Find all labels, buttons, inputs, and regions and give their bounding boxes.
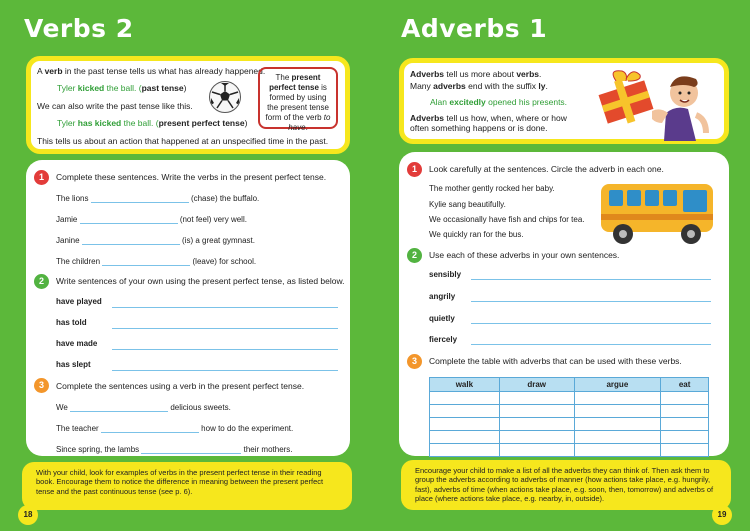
fill-in-line: Jamie (not feel) very well. (56, 215, 247, 224)
table-cell[interactable] (574, 405, 661, 418)
answer-line[interactable] (112, 307, 338, 308)
present-perfect-note: The present perfect tense is formed by using the present tense form of the verb to have. (258, 67, 338, 129)
question-instruction: Complete the sentences using a verb in the present perfect tense. (56, 381, 305, 391)
info-line: This tells us about an action that happened at an unspecified time in the past. (37, 136, 329, 146)
answer-blank[interactable] (91, 193, 189, 203)
table-header: eat (661, 378, 709, 392)
table-cell[interactable] (574, 392, 661, 405)
answer-line[interactable] (471, 279, 711, 280)
answer-line[interactable] (112, 370, 338, 371)
word-prompt: have played (56, 297, 102, 306)
sentence[interactable]: The mother gently rocked her baby. (429, 184, 555, 193)
word-prompt: quietly (429, 314, 455, 323)
table-cell[interactable] (499, 444, 574, 457)
table-cell[interactable] (499, 418, 574, 431)
question-number: 3 (407, 354, 422, 369)
question-instruction: Look carefully at the sentences. Circle the adverb in each one. (429, 164, 664, 174)
parent-tip: Encourage your child to make a list of all the adverbs they can think of. Then ask them to group the adverbs according to adverbs of manner (how actions take place, e.g. hungrily, fast), adverbs of time (when actions take place, e.g. soon, then, tomorrow) and adverbs of place (where actions take place, e.g. nearby, in, outside). (401, 460, 731, 510)
sentence[interactable]: We quickly ran for the bus. (429, 230, 524, 239)
example-past: Tyler kicked the ball. (past tense) (57, 83, 187, 93)
answer-blank[interactable] (82, 235, 180, 245)
table-cell[interactable] (499, 405, 574, 418)
boy-with-present-icon (596, 65, 728, 141)
table-row (430, 405, 709, 418)
page-title: Verbs 2 (24, 14, 134, 43)
verb-info-box (26, 56, 350, 154)
info-line: A verb in the past tense tells us what has already happened. (37, 66, 266, 76)
table-cell[interactable] (661, 392, 709, 405)
question-number: 2 (34, 274, 49, 289)
parent-tip: With your child, look for examples of verbs in the present perfect tense in their reading book. Encourage them to notice the difference in meaning between the present perfect tense and the past continuous tense (see p. 6). (22, 462, 352, 510)
adverb-info-box (399, 58, 729, 144)
table-header: walk (430, 378, 500, 392)
exercise-panel (26, 160, 350, 456)
sentence[interactable]: We occasionally have fish and chips for tea. (429, 215, 585, 224)
table-cell[interactable] (430, 418, 500, 431)
question-instruction: Use each of these adverbs in your own sentences. (429, 250, 620, 260)
answer-line[interactable] (471, 344, 711, 345)
question-instruction: Complete these sentences. Write the verbs in the present perfect tense. (56, 172, 327, 182)
answer-line[interactable] (112, 328, 338, 329)
page-title: Adverbs 1 (401, 14, 548, 43)
table-cell[interactable] (499, 431, 574, 444)
page-number: 18 (18, 505, 38, 525)
fill-in-line: The lions (chase) the buffalo. (56, 194, 260, 203)
answer-line[interactable] (471, 323, 711, 324)
fill-in-line: We delicious sweets. (56, 403, 231, 412)
table-header: argue (574, 378, 661, 392)
example-present-perfect: Tyler has kicked the ball. (present perfect tense) (57, 118, 248, 128)
answer-blank[interactable] (141, 444, 241, 454)
table-cell[interactable] (661, 444, 709, 457)
question-number: 2 (407, 248, 422, 263)
question-number: 1 (34, 170, 49, 185)
question-number: 3 (34, 378, 49, 393)
table-header: draw (499, 378, 574, 392)
question-number: 1 (407, 162, 422, 177)
word-prompt: have made (56, 339, 98, 348)
info-line: We can also write the past tense like this. (37, 101, 193, 111)
table-row (430, 418, 709, 431)
table-cell[interactable] (574, 444, 661, 457)
info-line: Many adverbs end with the suffix ly. (410, 81, 548, 91)
word-prompt: has told (56, 318, 87, 327)
table-cell[interactable] (661, 431, 709, 444)
answer-line[interactable] (471, 301, 711, 302)
football-icon (209, 81, 241, 113)
exercise-panel (399, 152, 729, 456)
example-adverb: Alan excitedly opened his presents. (430, 97, 568, 107)
table-cell[interactable] (661, 418, 709, 431)
answer-line[interactable] (112, 349, 338, 350)
page-adverbs (375, 0, 750, 531)
question-instruction: Write sentences of your own using the present perfect tense, as listed below. (56, 276, 345, 286)
table-row (430, 392, 709, 405)
question-instruction: Complete the table with adverbs that can be used with these verbs. (429, 356, 682, 366)
table-cell[interactable] (430, 405, 500, 418)
fill-in-line: The teacher how to do the experiment. (56, 424, 294, 433)
word-prompt: angrily (429, 292, 456, 301)
fill-in-line: Since spring, the lambs their mothers. (56, 445, 293, 454)
table-cell[interactable] (499, 392, 574, 405)
school-bus-icon (597, 178, 719, 248)
answer-blank[interactable] (70, 402, 168, 412)
answer-blank[interactable] (101, 423, 199, 433)
table-cell[interactable] (574, 418, 661, 431)
adverb-table (429, 377, 709, 457)
table-cell[interactable] (661, 405, 709, 418)
word-prompt: fiercely (429, 335, 458, 344)
table-cell[interactable] (574, 431, 661, 444)
answer-blank[interactable] (80, 214, 178, 224)
answer-blank[interactable] (102, 256, 190, 266)
fill-in-line: Janine (is) a great gymnast. (56, 236, 255, 245)
fill-in-line: The children (leave) for school. (56, 257, 257, 266)
word-prompt: sensibly (429, 270, 462, 279)
word-prompt: has slept (56, 360, 91, 369)
info-line: Adverbs tell us how, when, where or how often something happens or is done. (410, 113, 567, 134)
page-number: 19 (712, 505, 732, 525)
table-cell[interactable] (430, 392, 500, 405)
table-cell[interactable] (430, 431, 500, 444)
sentence[interactable]: Kylie sang beautifully. (429, 200, 506, 209)
info-line: Adverbs tell us more about verbs. (410, 69, 542, 79)
table-cell[interactable] (430, 444, 500, 457)
table-row (430, 444, 709, 457)
table-row (430, 431, 709, 444)
